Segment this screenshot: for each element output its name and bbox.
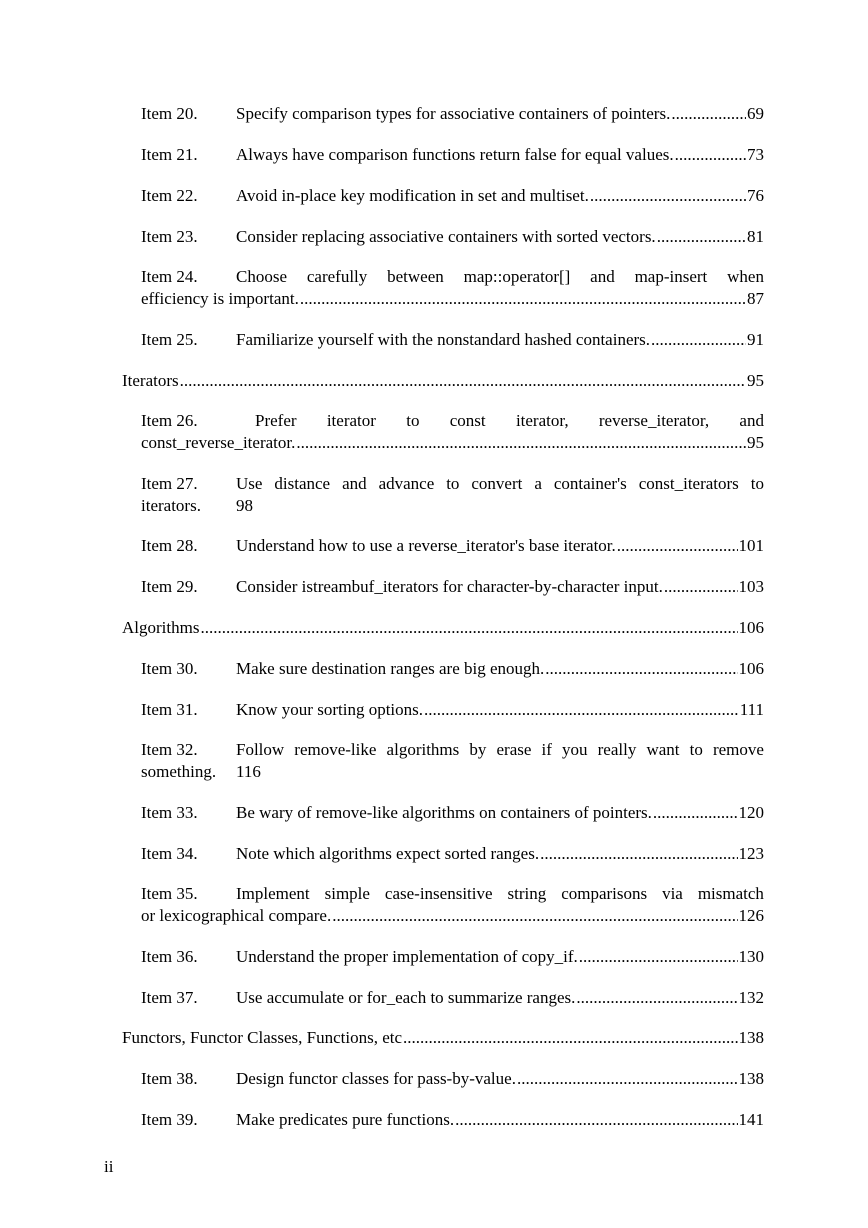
item-title: Specify comparison types for associative containers of pointers. xyxy=(236,104,671,123)
dot-leader xyxy=(180,370,746,392)
dot-leader xyxy=(651,329,746,351)
toc-section xyxy=(122,1027,764,1049)
toc-entry xyxy=(141,1109,764,1131)
page-number: 69 xyxy=(747,104,764,123)
footer-page-number: ii xyxy=(104,1157,114,1176)
page-number: 141 xyxy=(738,1110,764,1129)
page-number: 106 xyxy=(738,659,764,678)
item-number: Item 34. xyxy=(141,844,198,863)
dot-leader xyxy=(545,658,737,680)
item-number: Item 20. xyxy=(141,104,198,123)
item-number: Item 30. xyxy=(141,659,198,678)
dot-leader xyxy=(671,103,746,125)
item-number: Item 23. xyxy=(141,227,198,246)
dot-leader xyxy=(657,226,746,248)
toc-entry xyxy=(141,576,764,598)
item-title: Always have comparison functions return false for equal values. xyxy=(236,145,674,164)
dot-leader xyxy=(617,535,738,557)
dot-leader xyxy=(332,905,737,927)
item-title-line1: Implement simple case-insensitive string comparisons via mismatch xyxy=(236,884,764,903)
toc-entry xyxy=(141,802,764,824)
dot-leader xyxy=(576,987,737,1009)
item-number: Item 28. xyxy=(141,536,198,555)
item-title-line1: Prefer iterator to const iterator, reverse_iterator, and xyxy=(255,411,764,430)
item-number: Item 39. xyxy=(141,1110,198,1129)
item-number: Item 24. xyxy=(141,267,198,286)
item-title: Know your sorting options. xyxy=(236,700,423,719)
section-title: Iterators xyxy=(122,371,179,390)
page-number: 132 xyxy=(738,988,764,1007)
toc-entry xyxy=(141,946,764,968)
dot-leader xyxy=(200,617,737,639)
dot-leader xyxy=(403,1027,737,1049)
page-number: 87 xyxy=(747,289,764,308)
item-title: Understand how to use a reverse_iterator's base iterator. xyxy=(236,536,616,555)
page-number: 103 xyxy=(738,577,764,596)
item-number: Item 31. xyxy=(141,700,198,719)
section-title: Functors, Functor Classes, Functions, etc xyxy=(122,1028,403,1047)
page-number: 106 xyxy=(738,618,764,637)
item-title-line1: Use distance and advance to convert a container's const_iterators to xyxy=(236,474,764,493)
page-number: 81 xyxy=(747,227,764,246)
dot-leader xyxy=(540,843,737,865)
item-title: Understand the proper implementation of copy_if. xyxy=(236,947,578,966)
dot-leader xyxy=(579,946,738,968)
item-title: Consider replacing associative containers with sorted vectors. xyxy=(236,227,656,246)
item-title-line2: or lexicographical compare. xyxy=(141,906,332,925)
page-number: 98 xyxy=(236,496,253,515)
dot-leader xyxy=(424,699,739,721)
item-title: Use accumulate or for_each to summarize ranges. xyxy=(236,988,576,1007)
item-number: Item 25. xyxy=(141,330,198,349)
toc-entry xyxy=(141,987,764,1009)
toc-entry xyxy=(141,185,764,207)
dot-leader xyxy=(675,144,746,166)
page-number: 95 xyxy=(747,371,764,390)
toc-entry xyxy=(141,739,764,783)
page-number: 120 xyxy=(738,803,764,822)
page-number: 111 xyxy=(739,700,764,719)
toc-entry xyxy=(141,266,764,310)
toc-entry xyxy=(141,473,764,517)
item-title-line1: Choose carefully between map::operator[] and map-insert when xyxy=(236,267,764,286)
toc-entry xyxy=(141,103,764,125)
item-title: Avoid in-place key modification in set and multiset. xyxy=(236,186,589,205)
dot-leader xyxy=(296,432,746,454)
page-number: 130 xyxy=(738,947,764,966)
page-number: 138 xyxy=(738,1069,764,1088)
page-number: 101 xyxy=(738,536,764,555)
dot-leader xyxy=(653,802,738,824)
item-number: Item 27. xyxy=(141,474,198,493)
toc-entry xyxy=(141,144,764,166)
item-title: Make sure destination ranges are big enough. xyxy=(236,659,545,678)
toc-entry xyxy=(141,329,764,351)
toc-entry xyxy=(141,226,764,248)
dot-leader xyxy=(300,288,746,310)
item-title: Note which algorithms expect sorted ranges. xyxy=(236,844,540,863)
dot-leader xyxy=(590,185,746,207)
toc-entry xyxy=(141,843,764,865)
toc-entry xyxy=(141,883,764,927)
page-number: 126 xyxy=(738,906,764,925)
item-number: Item 38. xyxy=(141,1069,198,1088)
item-title-line2: efficiency is important. xyxy=(141,289,299,308)
page-number: 116 xyxy=(236,762,261,781)
toc-section xyxy=(122,617,764,639)
item-title: Make predicates pure functions. xyxy=(236,1110,455,1129)
toc-entry xyxy=(141,1068,764,1090)
dot-leader xyxy=(517,1068,738,1090)
page-number: 123 xyxy=(738,844,764,863)
page-number: 91 xyxy=(747,330,764,349)
item-title-line2: iterators. xyxy=(141,496,201,515)
toc-section xyxy=(122,370,764,392)
item-title: Be wary of remove-like algorithms on containers of pointers. xyxy=(236,803,652,822)
item-title: Consider istreambuf_iterators for character-by-character input. xyxy=(236,577,663,596)
page-number: 73 xyxy=(747,145,764,164)
item-number: Item 36. xyxy=(141,947,198,966)
item-number: Item 22. xyxy=(141,186,198,205)
page-number: 138 xyxy=(738,1028,764,1047)
toc-entry xyxy=(141,410,764,454)
dot-leader xyxy=(664,576,738,598)
item-number: Item 33. xyxy=(141,803,198,822)
item-title-line1: Follow remove-like algorithms by erase if you really want to remove xyxy=(236,740,764,759)
item-title: Familiarize yourself with the nonstandard hashed containers. xyxy=(236,330,651,349)
item-title-line2: const_reverse_iterator. xyxy=(141,433,296,452)
dot-leader xyxy=(455,1109,737,1131)
toc-entry xyxy=(141,658,764,680)
toc-entry xyxy=(141,699,764,721)
item-number: Item 29. xyxy=(141,577,198,596)
item-number: Item 21. xyxy=(141,145,198,164)
item-number: Item 37. xyxy=(141,988,198,1007)
item-number: Item 32. xyxy=(141,740,198,759)
item-title-line2: something. xyxy=(141,762,217,781)
page-number: 76 xyxy=(747,186,764,205)
item-title: Design functor classes for pass-by-value. xyxy=(236,1069,516,1088)
item-number: Item 35. xyxy=(141,884,198,903)
item-number: Item 26. xyxy=(141,411,198,430)
toc-entry xyxy=(141,535,764,557)
section-title: Algorithms xyxy=(122,618,200,637)
page-number: 95 xyxy=(747,433,764,452)
